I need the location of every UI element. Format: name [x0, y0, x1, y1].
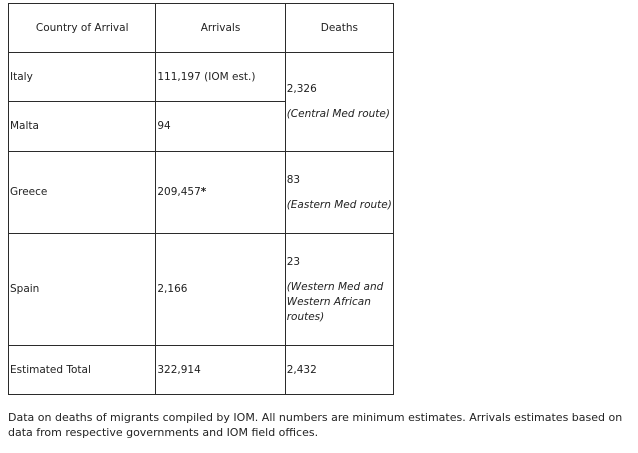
deaths-spain: 23 — [286, 255, 301, 268]
route-central-med: (Central Med route) — [286, 108, 390, 120]
table-row-italy — [9, 53, 394, 102]
deaths-central-med: 2,326 — [286, 83, 317, 95]
cell-country-italy: Italy — [9, 53, 156, 102]
cell-country-malta: Malta — [9, 102, 156, 152]
cell-deaths-central-med — [285, 53, 393, 152]
cell-total-deaths: 2,432 — [285, 346, 393, 395]
table-header-row — [9, 4, 394, 53]
arrivals-greece-value: 209,457 — [157, 186, 201, 198]
cell-arrivals-italy: 111,197 (IOM est.) — [156, 53, 285, 102]
cell-total-label: Estimated Total — [9, 346, 156, 395]
cell-country-spain: Spain — [9, 234, 156, 346]
cell-deaths-greece — [285, 152, 393, 234]
header-country: Country of Arrival — [9, 4, 156, 53]
route-western-med: (Western Med and Western African routes) — [286, 280, 384, 323]
cell-country-greece: Greece — [9, 152, 156, 234]
cell-arrivals-spain: 2,166 — [156, 234, 285, 346]
header-deaths: Deaths — [285, 4, 393, 53]
table-row-greece — [9, 152, 394, 234]
migrant-arrivals-table — [8, 3, 394, 395]
table-row-total — [9, 346, 394, 395]
footnote-text: Data on deaths of migrants compiled by IOM. All numbers are minimum estimates. Arrivals estimates based on data from respective governments and IOM field offices. — [8, 411, 623, 439]
cell-total-arrivals: 322,914 — [156, 346, 285, 395]
header-arrivals: Arrivals — [156, 4, 285, 53]
cell-arrivals-greece — [156, 152, 285, 234]
cell-deaths-spain — [285, 234, 393, 346]
deaths-greece: 83 — [286, 173, 301, 186]
table-row-spain — [9, 234, 394, 346]
footnote-asterisk: * — [200, 186, 207, 198]
route-eastern-med: (Eastern Med route) — [286, 198, 392, 211]
cell-arrivals-malta: 94 — [156, 102, 285, 152]
